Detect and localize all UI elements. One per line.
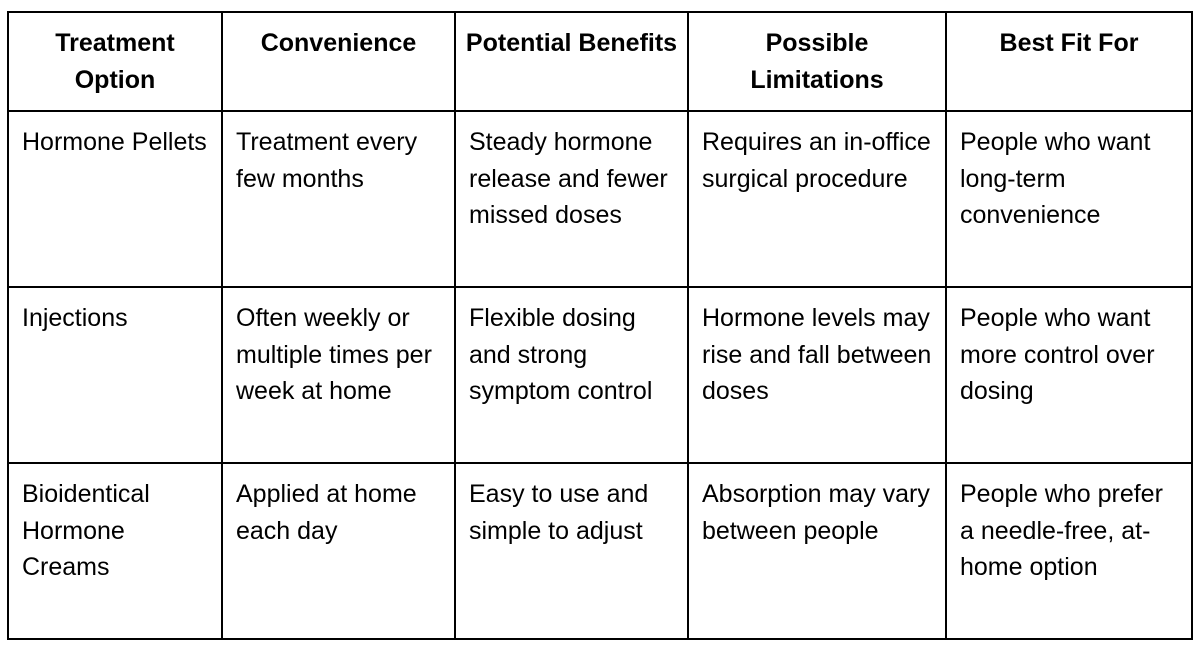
cell-best-fit-for: People who want more control over dosing [946,287,1192,463]
header-best-fit-for: Best Fit For [946,12,1192,111]
cell-possible-limitations: Requires an in-office surgical procedure [688,111,946,287]
cell-treatment-option: Bioidentical Hormone Creams [8,463,222,639]
cell-best-fit-for: People who prefer a needle-free, at-home option [946,463,1192,639]
cell-potential-benefits: Flexible dosing and strong symptom control [455,287,688,463]
treatment-comparison-table [7,11,1193,640]
table-row [8,111,1192,287]
cell-treatment-option: Injections [8,287,222,463]
cell-convenience: Applied at home each day [222,463,455,639]
table-row [8,463,1192,639]
cell-potential-benefits: Easy to use and simple to adjust [455,463,688,639]
header-convenience: Convenience [222,12,455,111]
cell-convenience: Treatment every few months [222,111,455,287]
cell-convenience: Often weekly or multiple times per week at home [222,287,455,463]
header-treatment-option: Treatment Option [8,12,222,111]
header-possible-limitations: Possible Limitations [688,12,946,111]
cell-possible-limitations: Absorption may vary between people [688,463,946,639]
header-potential-benefits: Potential Benefits [455,12,688,111]
cell-best-fit-for: People who want long-term convenience [946,111,1192,287]
cell-possible-limitations: Hormone levels may rise and fall between doses [688,287,946,463]
table-header-row [8,12,1192,111]
cell-treatment-option: Hormone Pellets [8,111,222,287]
cell-potential-benefits: Steady hormone release and fewer missed doses [455,111,688,287]
table-row [8,287,1192,463]
